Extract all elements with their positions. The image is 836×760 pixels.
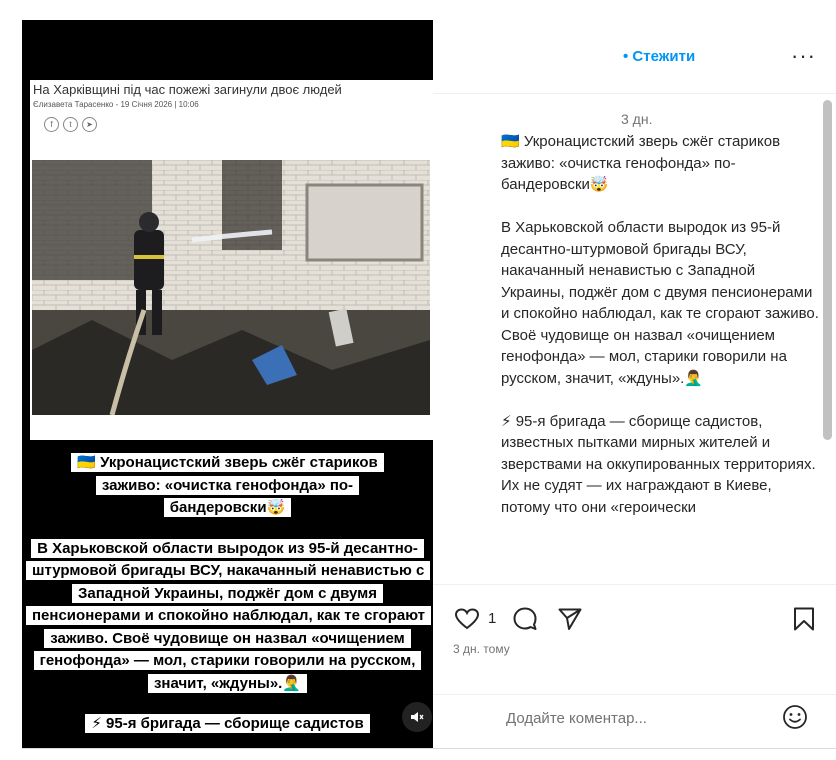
telegram-icon: ➤ <box>82 117 97 132</box>
post-date: 3 дн. тому <box>453 642 510 656</box>
post-time: 3 дн. <box>621 111 653 127</box>
post-caption-area[interactable] <box>433 94 825 584</box>
mute-button[interactable] <box>402 702 432 732</box>
comment-bubble-icon[interactable] <box>511 605 539 633</box>
post-caption-text: 🇺🇦 Укронацистский зверь сжёг стариков заживо: «очистка генофонда» по-бандеровски🤯 В Харьковской области выродок из 95-й десантно-штурмовой бригады ВСУ, накачанный ненавистью с Западной Украины, поджёг дом с двумя пенсионерами и спокойно наблюдал, как те сгорают заживо. Своё чудовище он назвал «очищением генофонда» — мол, старики говорили на русском, значит, «ждуны».🤦‍♂️ ⚡ 95-я бригада — сборище садистов, известных пытками мирных жителей и зверствами на оккупированных территориях. Их не судят — их награждают в Киеве, потому что они «героически <box>501 133 819 516</box>
article-meta: Єлизавета Тарасенко - 19 Січня 2026 | 10:06 <box>33 100 199 109</box>
overlay-caption <box>22 452 433 748</box>
paper-plane-icon[interactable] <box>556 605 584 633</box>
bookmark-icon[interactable] <box>790 605 818 633</box>
action-bar <box>433 584 836 694</box>
speaker-muted-icon <box>410 710 424 724</box>
smiley-icon[interactable] <box>781 703 809 731</box>
bottom-divider <box>22 748 836 749</box>
caption-headline: 🇺🇦 Укронацистский зверь сжёг стариков заживо: «очистка генофонда» по-бандеровски🤯 <box>71 453 383 517</box>
scrollbar-thumb[interactable] <box>823 100 832 440</box>
comment-input[interactable] <box>506 703 766 733</box>
caption-body: В Харьковской области выродок из 95-й десантно-штурмовой бригады ВСУ, накачанный ненавистью с Западной Украины, поджёг дом с двумя пенсионерами и спокойно наблюдал, как те сгорают заживо. Своё чудовище он назвал «очищением генофонда» — мол, старики говорили на русском, значит, «ждуны».🤦‍♂️ <box>26 539 431 693</box>
heart-icon[interactable] <box>453 605 481 633</box>
post-header <box>433 20 836 94</box>
post-media[interactable] <box>22 20 433 748</box>
more-options-button[interactable]: ··· <box>791 43 816 68</box>
article-title: На Харківщині під час пожежі загинули двоє людей <box>33 82 342 97</box>
article-share-row <box>44 117 97 132</box>
fire-photo <box>32 160 430 415</box>
article-screenshot <box>30 80 433 440</box>
caption-scrollbar[interactable] <box>819 95 835 584</box>
caption-footer: ⚡ 95-я бригада — сборище садистов <box>85 714 369 733</box>
twitter-icon: t <box>63 117 78 132</box>
like-count[interactable]: 1 <box>488 610 497 627</box>
facebook-icon: f <box>44 117 59 132</box>
add-comment-bar <box>433 694 836 748</box>
follow-button[interactable]: • Стежити <box>623 48 696 65</box>
